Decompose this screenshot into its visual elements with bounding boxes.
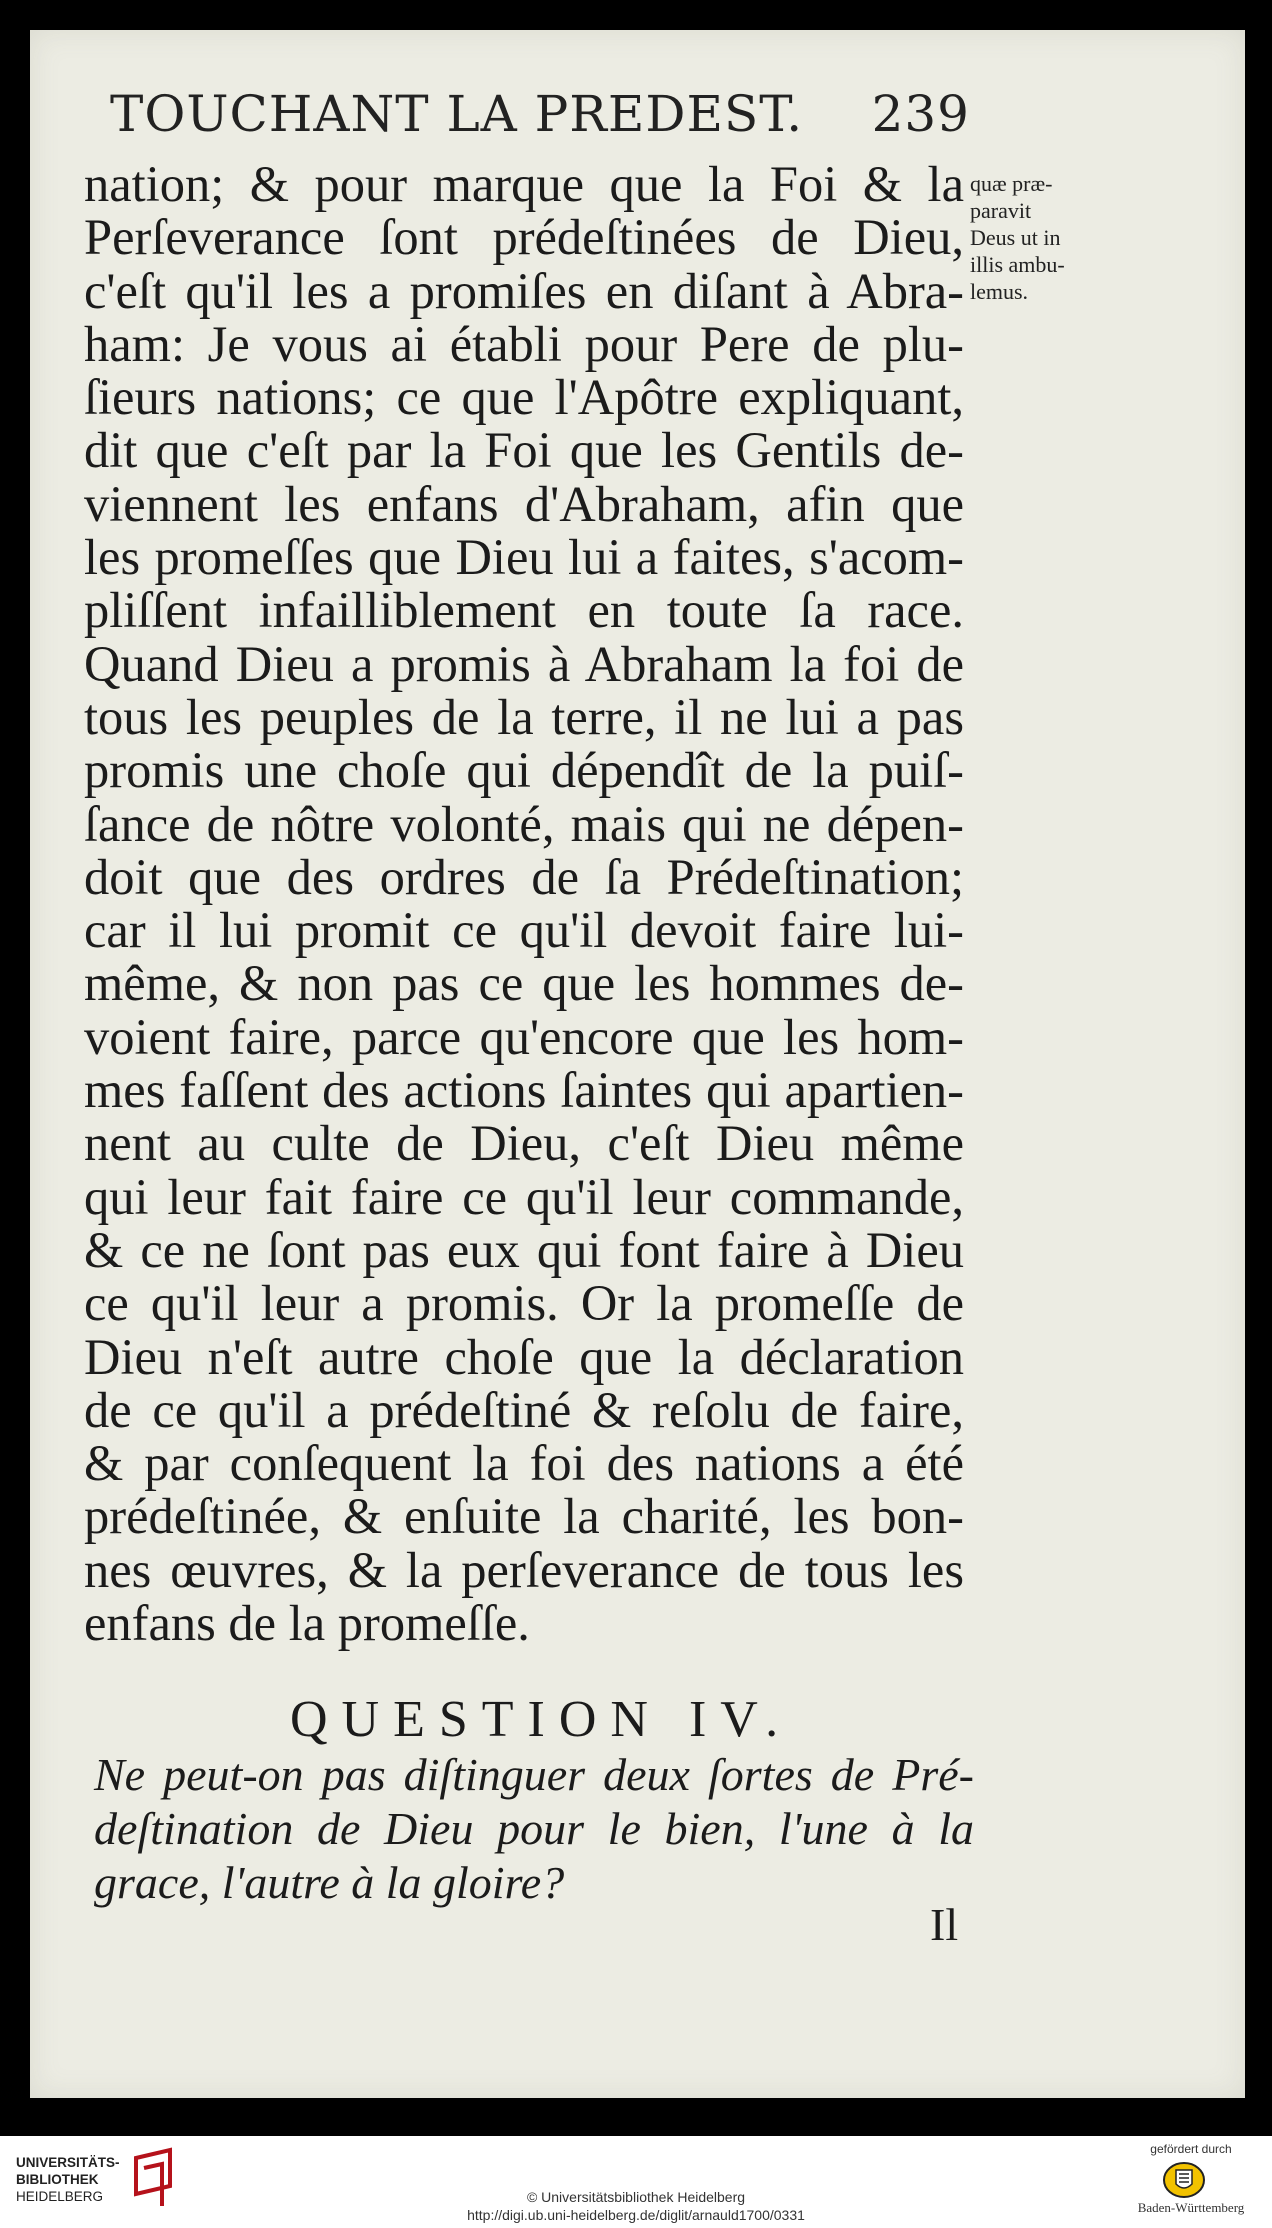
text-line: de ce qu'il a prédeſtiné & reſolu de faire,: [84, 1381, 964, 1438]
text-line: ham: Je vous ai établi pour Pere de plu-: [84, 315, 964, 372]
body-text: [84, 158, 964, 1650]
state-crest-icon: [1160, 2160, 1208, 2200]
book-page: [30, 30, 1245, 2098]
text-line: ſance de nôtre volonté, mais qui ne dépen-: [84, 795, 964, 852]
text-line: enfans de la promeſſe.: [84, 1595, 530, 1652]
text-line: même, & non pas ce que les hommes de-: [84, 955, 964, 1012]
text-line: tous les peuples de la terre, il ne lui a pas: [84, 688, 964, 745]
text-line: dit que c'eſt par la Foi que les Gentils de-: [84, 422, 964, 479]
text-line: & ce ne ſont pas eux qui font faire à Dieu: [84, 1221, 964, 1278]
margin-note-line: quæ præ-: [970, 171, 1053, 196]
margin-note-line: illis ambu-: [970, 252, 1065, 277]
question-heading: QUESTION IV.: [290, 1691, 793, 1748]
catchword: Il: [930, 1899, 959, 1950]
margin-note: [970, 170, 1130, 305]
text-line: les promeſſes que Dieu lui a faites, s'acom-: [84, 529, 964, 586]
copyright-text: © Universitätsbibliothek Heidelberg: [526, 2189, 746, 2205]
text-line: viennent les enfans d'Abraham, afin que: [84, 475, 964, 532]
text-line: pliſſent infailliblement en toute ſa race.: [84, 582, 964, 639]
text-line: ce qu'il leur a promis. Or la promeſſe de: [84, 1275, 964, 1332]
text-line: & par conſequent la foi des nations a été: [84, 1435, 964, 1492]
state-label: Baden-Württemberg: [1137, 2200, 1245, 2215]
page-number: 239: [871, 85, 970, 143]
text-line: nes œuvres, & la perſeverance de tous les: [84, 1541, 964, 1598]
text-line: qui leur fait faire ce qu'il leur commande,: [84, 1168, 964, 1225]
copyright-block: [0, 2188, 1272, 2224]
running-head-title: TOUCHANT LA PREDEST.: [110, 85, 804, 143]
text-line: nation; & pour marque que la Foi & la: [84, 156, 964, 212]
library-name-line: HEIDELBERG: [16, 2189, 104, 2204]
text-line: Perſeverance ſont prédeſtinées de Dieu,: [84, 209, 964, 266]
question-line: Ne peut-on pas diſtinguer deux ſortes de Pré-: [94, 1749, 974, 1800]
running-head: [110, 85, 970, 143]
text-line: promis une choſe qui dépendît de la puiſ-: [84, 742, 964, 799]
viewer-footer: [0, 2136, 1272, 2228]
question-line: grace, l'autre à la gloire?: [94, 1857, 565, 1908]
text-line: mes faſſent des actions ſaintes qui apartien-: [84, 1062, 964, 1119]
library-name-line: UNIVERSITÄTS-: [16, 2155, 120, 2170]
margin-note-line: Deus ut in: [970, 225, 1061, 250]
library-name-line: BIBLIOTHEK: [16, 2172, 99, 2187]
text-line: Quand Dieu a promis à Abraham la foi de: [84, 635, 964, 692]
question-line: deſtination de Dieu pour le bien, l'une à la: [94, 1803, 974, 1854]
margin-note-line: paravit: [970, 198, 1032, 223]
text-line: nent au culte de Dieu, c'eſt Dieu même: [84, 1115, 964, 1172]
text-line: Dieu n'eſt autre choſe que la déclaration: [84, 1328, 964, 1385]
question-text: [94, 1748, 974, 1910]
permalink[interactable]: http://digi.ub.uni-heidelberg.de/diglit/arnauld1700/0331: [467, 2207, 805, 2223]
margin-note-line: lemus.: [970, 279, 1029, 304]
text-line: ſieurs nations; ce que l'Apôtre expliquant,: [84, 369, 964, 426]
text-line: car il lui promit ce qu'il devoit faire lui-: [84, 902, 964, 959]
text-line: doit que des ordres de ſa Prédeſtination;: [84, 848, 964, 905]
text-line: prédeſtinée, & enſuite la charité, les bon-: [84, 1488, 964, 1545]
text-line: c'eſt qu'il les a promiſes en diſant à Abra-: [84, 262, 964, 319]
funded-by-label: gefördert durch: [1150, 2142, 1232, 2156]
text-line: voient faire, parce qu'encore que les hom-: [84, 1008, 964, 1065]
